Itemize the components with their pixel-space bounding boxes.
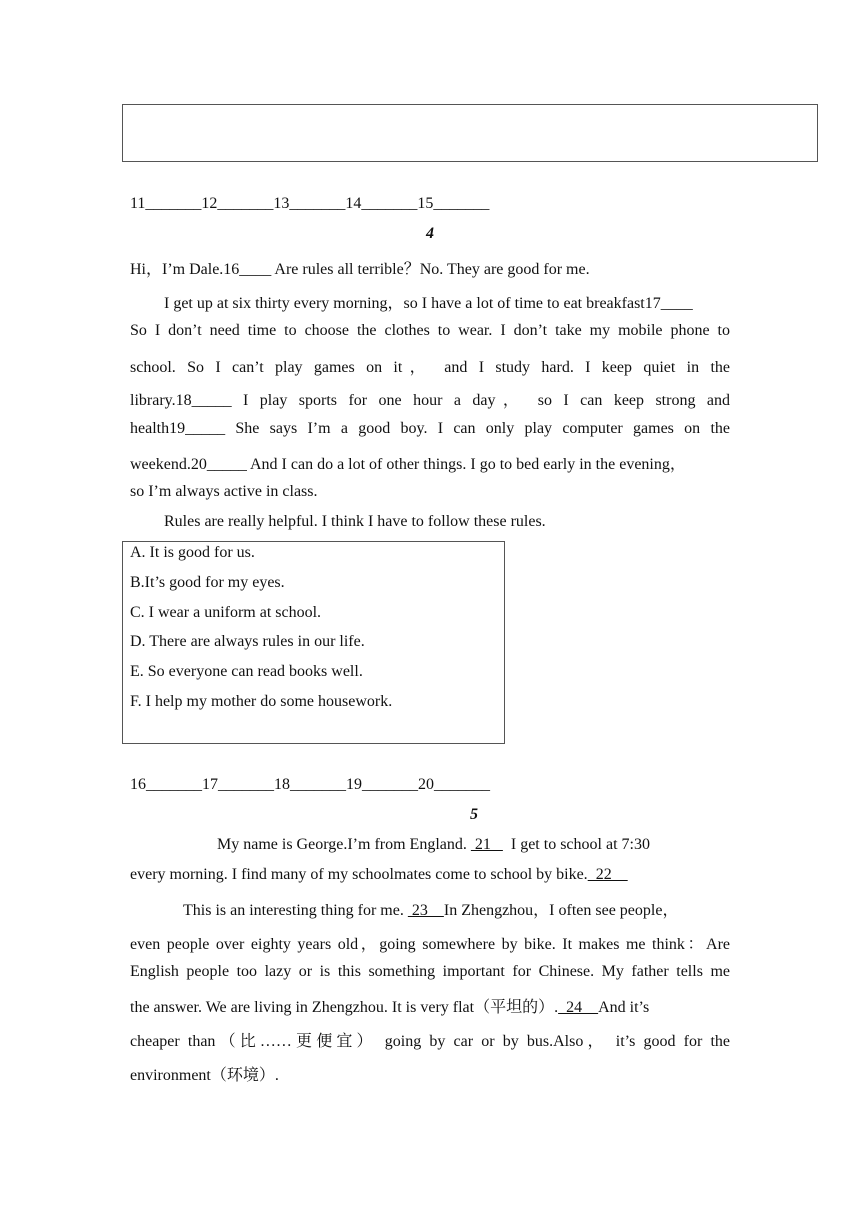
- s5-line-3: [183, 897, 678, 920]
- s5-line-2-text: every morning. I find many of my schoolmates come to school by bike.: [130, 866, 588, 883]
- s4-line-6: health19_____ She says I’m a good boy. I can only play computer games on the: [130, 420, 730, 437]
- s4-line-5: library.18_____ I play sports for one hour a day， so I can keep strong and: [130, 392, 730, 409]
- blank-23: 23: [407, 902, 444, 919]
- section-5-number: 5: [470, 806, 478, 823]
- s4-line-1: Hi，I’m Dale.16____ Are rules all terrible？No. They are good for me.: [130, 261, 590, 278]
- answer-line-11-15: 11_______12_______13_______14_______15_______: [130, 195, 490, 212]
- s5-line-6-text-b: And it’s: [598, 999, 650, 1016]
- s5-line-6: [130, 994, 649, 1017]
- s4-line-9: Rules are really helpful. I think I have to follow these rules.: [164, 513, 546, 530]
- s5-line-6-text-a: the answer. We are living in Zhengzhou. It is very flat（平坦的）.: [130, 999, 559, 1016]
- s4-line-3: So I don’t need time to choose the clothes to wear. I don’t take my mobile phone to: [130, 322, 730, 339]
- option-e: E. So everyone can read books well.: [130, 663, 363, 680]
- s5-line-2: [130, 866, 628, 884]
- s5-line-5: English people too lazy or is this something important for Chinese. My father tells me: [130, 963, 730, 980]
- s4-line-7: weekend.20_____ And I can do a lot of other things. I go to bed early in the evening，: [130, 456, 686, 473]
- s4-line-2: I get up at six thirty every morning，so I have a lot of time to eat breakfast17____: [164, 295, 693, 312]
- blank-24: 24: [558, 999, 599, 1016]
- s5-line-3-text-a: This is an interesting thing for me.: [183, 902, 408, 919]
- blank-22: 22: [587, 866, 628, 883]
- blank-21: 21: [470, 836, 503, 853]
- answer-line-16-20: 16_______17_______18_______19_______20_______: [130, 776, 490, 793]
- s5-line-1-text-a: My name is George.I’m from England.: [217, 836, 471, 853]
- section-4-number: 4: [426, 225, 434, 242]
- s4-line-8: so I’m always active in class.: [130, 483, 318, 500]
- option-f: F. I help my mother do some housework.: [130, 693, 393, 710]
- s5-line-1: [217, 836, 650, 854]
- s5-line-3-text-b: In Zhengzhou，I often see people，: [443, 902, 679, 919]
- s4-line-4: school. So I can’t play games on it， and I study hard. I keep quiet in the: [130, 359, 730, 376]
- option-d: D. There are always rules in our life.: [130, 633, 365, 650]
- option-a: A. It is good for us.: [130, 544, 255, 561]
- s5-line-8: environment（环境）.: [130, 1067, 279, 1084]
- s5-line-4: even people over eighty years old，going somewhere by bike. It makes me think：Are: [130, 936, 730, 953]
- s5-line-1-text-b: I get to school at 7:30: [502, 836, 650, 853]
- option-b: B.It’s good for my eyes.: [130, 574, 285, 591]
- s5-line-7: cheaper than（比……更便宜） going by car or by bus.Also， it’s good for the: [130, 1033, 730, 1050]
- option-c: C. I wear a uniform at school.: [130, 604, 322, 621]
- empty-answer-box: [122, 104, 818, 162]
